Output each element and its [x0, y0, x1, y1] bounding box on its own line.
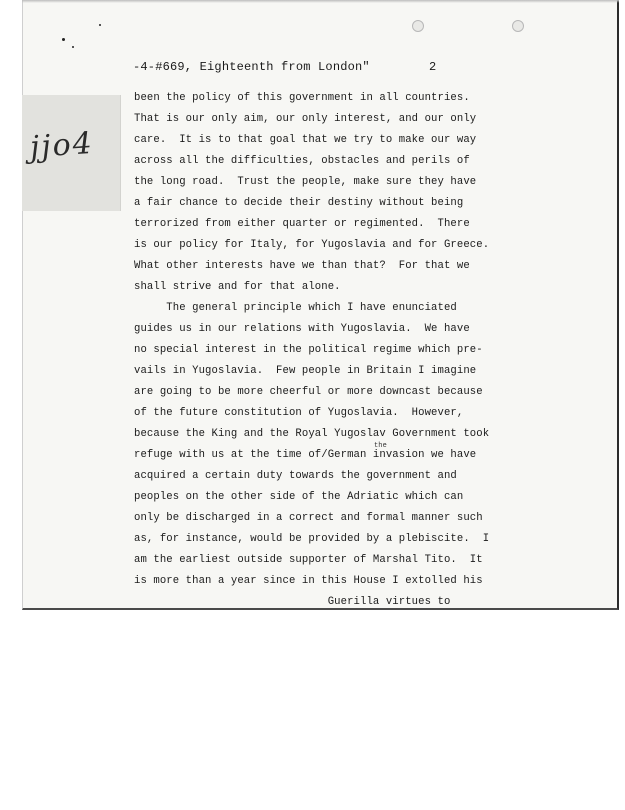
text-line: That is our only aim, our only interest, and our only [134, 113, 477, 125]
text-line: guides us in our relations with Yugoslavia. We have [134, 323, 470, 335]
text-line: been the policy of this government in all countries. [134, 92, 470, 104]
text-line: What other interests have we than that? For that we [134, 260, 470, 272]
text-line: am the earliest outside supporter of Marshal Tito. It [134, 554, 483, 566]
text-line: peoples on the other side of the Adriatic which can [134, 491, 464, 503]
text-line: of the future constitution of Yugoslavia. However, [134, 407, 464, 419]
handwritten-file-number: jjo4 [28, 125, 95, 166]
text-line: vails in Yugoslavia. Few people in Britain I imagine [134, 365, 477, 377]
scan-speck [62, 38, 65, 41]
scan-speck [72, 46, 74, 48]
text-line: as, for instance, would be provided by a plebiscite. I [134, 533, 490, 545]
text-line: Guerilla virtues to [134, 596, 451, 608]
text-line: are going to be more cheerful or more downcast because [134, 386, 483, 398]
text-line: is more than a year since in this House I extolled his [134, 575, 483, 587]
text-line: terrorized from either quarter or regimented. There [134, 218, 470, 230]
text-line: the long road. Trust the people, make sure they have [134, 176, 477, 188]
punch-hole [512, 20, 524, 32]
text-line: because the King and the Royal Yugoslav Government took [134, 428, 490, 440]
text-line: is our policy for Italy, for Yugoslavia and for Greece. [134, 239, 490, 251]
handwritten-insertion: the [374, 442, 387, 450]
text-line: across all the difficulties, obstacles and perils of [134, 155, 470, 167]
page-header: -4-#669, Eighteenth from London" 2 [133, 60, 437, 74]
text-line: a fair chance to decide their destiny without being [134, 197, 464, 209]
punch-hole [412, 20, 424, 32]
text-line: no special interest in the political regime which pre- [134, 344, 483, 356]
scan-speck [99, 24, 101, 26]
text-line: refuge with us at the time of/German invasion we have [134, 449, 477, 461]
text-line: only be discharged in a correct and formal manner such [134, 512, 483, 524]
text-line: The general principle which I have enunciated [134, 302, 457, 314]
text-line: care. It is to that goal that we try to make our way [134, 134, 477, 146]
text-line: acquired a certain duty towards the government and [134, 470, 457, 482]
text-line: shall strive and for that alone. [134, 281, 341, 293]
scan-edge [22, 0, 619, 3]
